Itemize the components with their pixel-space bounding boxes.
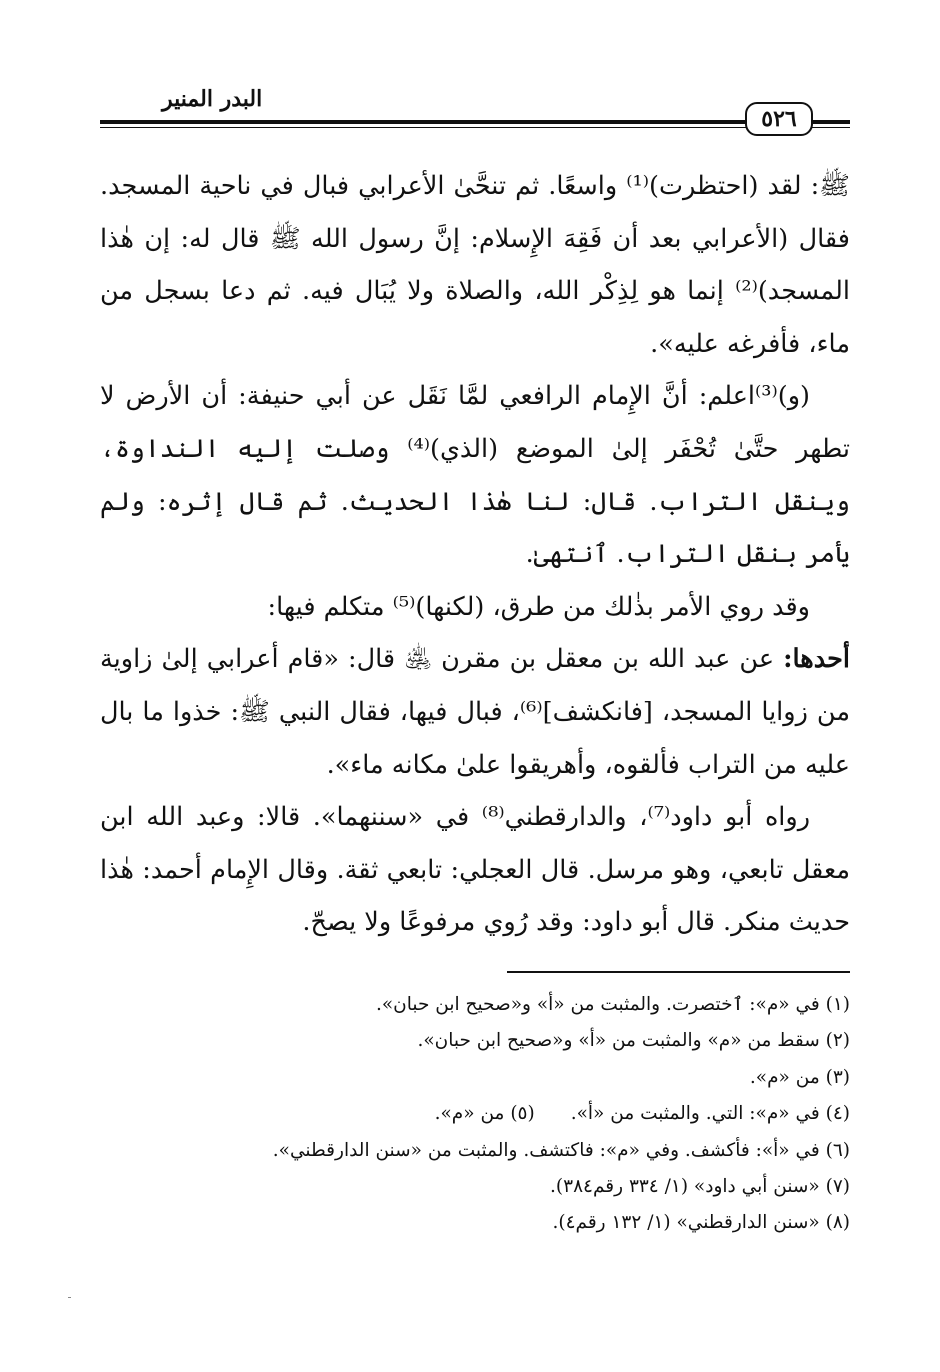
scan-speck bbox=[68, 1297, 71, 1298]
running-header bbox=[100, 86, 850, 136]
footnote-5: (٥) من «م». bbox=[434, 1103, 535, 1125]
paragraph-4-lead: أحدها: bbox=[783, 644, 850, 675]
page-number: ٥٢٦ bbox=[745, 102, 813, 136]
footnote-3: (٣) من «م». bbox=[749, 1066, 850, 1088]
paragraph-4 bbox=[100, 633, 850, 791]
footnote-separator bbox=[507, 971, 850, 973]
paragraph-4-text: عن عبد الله بن معقل بن مقرن ﵁ قال: «قام أعرابي إلىٰ زاوية من زوايا المسجد، [فانكشف]⁽⁶⁾، فبال فيها، فقال النبي ﷺ: خذوا ما بال عليه من التراب فألقوه، وأهريقوا علىٰ مكانه ماء». bbox=[100, 644, 850, 780]
header-rule-thin bbox=[100, 127, 850, 128]
footnotes bbox=[100, 987, 850, 1242]
footnote-4-5-line bbox=[100, 1096, 850, 1132]
footnote-6: (٦) في «أ»: فأكشف. وفي «م»: فاكتشف. والمثبت من «سنن الدارقطني». bbox=[272, 1139, 850, 1161]
book-title: البدر المنير bbox=[156, 86, 268, 112]
main-text bbox=[100, 160, 850, 949]
paragraph-1: ﷺ: لقد (احتظرت)⁽¹⁾ واسعًا. ثم تنحَّىٰ الأعرابي فبال في ناحية المسجد. فقال (الأعرابي بعد أن فَقِهَ الإِسلام: إنَّ رسول الله ﷺ قال له: إن هٰذا المسجد)⁽²⁾ إنما هو لِذِكْر الله، والصلاة ولا يُبَال فيه. ثم دعا بسجل من ماء، فأفرغه عليه». bbox=[100, 171, 850, 359]
paragraph-3: وقد روي الأمر بذٰلك من طرق، (لكنها)⁽⁵⁾ متكلم فيها: bbox=[267, 591, 810, 622]
paragraph-5: رواه أبو داود⁽⁷⁾، والدارقطني⁽⁸⁾ في «سننهما». قالا: وعبد الله ابن معقل تابعي، وهو مرسل. قال العجلي: تابعي ثقة. وقال الإِمام أحمد: هٰذا حديث منكر. قال أبو داود: وقد رُوي مرفوعًا ولا يصحّ. bbox=[100, 802, 850, 938]
footnote-2: (٢) سقط من «م» والمثبت من «أ» و«صحيح ابن حبان». bbox=[417, 1030, 850, 1052]
footnote-7: (٧) «سنن أبي داود» (١/ ٣٣٤ رقم٣٨٤). bbox=[550, 1176, 850, 1198]
footnote-4: (٤) في «م»: التي. والمثبت من «أ». bbox=[570, 1103, 850, 1125]
paragraph-2: (و)⁽³⁾اعلم: أنَّ الإِمام الرافعي لمَّا نَقَل عن أبي حنيفة: أن الأرض لا تطهر حتَّىٰ تُحْفَر إلىٰ الموضع (الذي)⁽⁴⁾ وصلت إليه النداوة، وينقل التراب. قال: لنا هٰذا الحديث. ثم قال إثره: ولم يأمر بنقل التراب. ٱنتهىٰ. bbox=[100, 381, 850, 570]
footnote-8: (٨) «سنن الدارقطني» (١/ ١٣٢ رقم٤). bbox=[552, 1212, 850, 1234]
footnote-1: (١) في «م»: ٱختصرت. والمثبت من «أ» و«صحيح ابن حبان». bbox=[375, 994, 850, 1015]
header-rule-thick bbox=[100, 120, 850, 124]
